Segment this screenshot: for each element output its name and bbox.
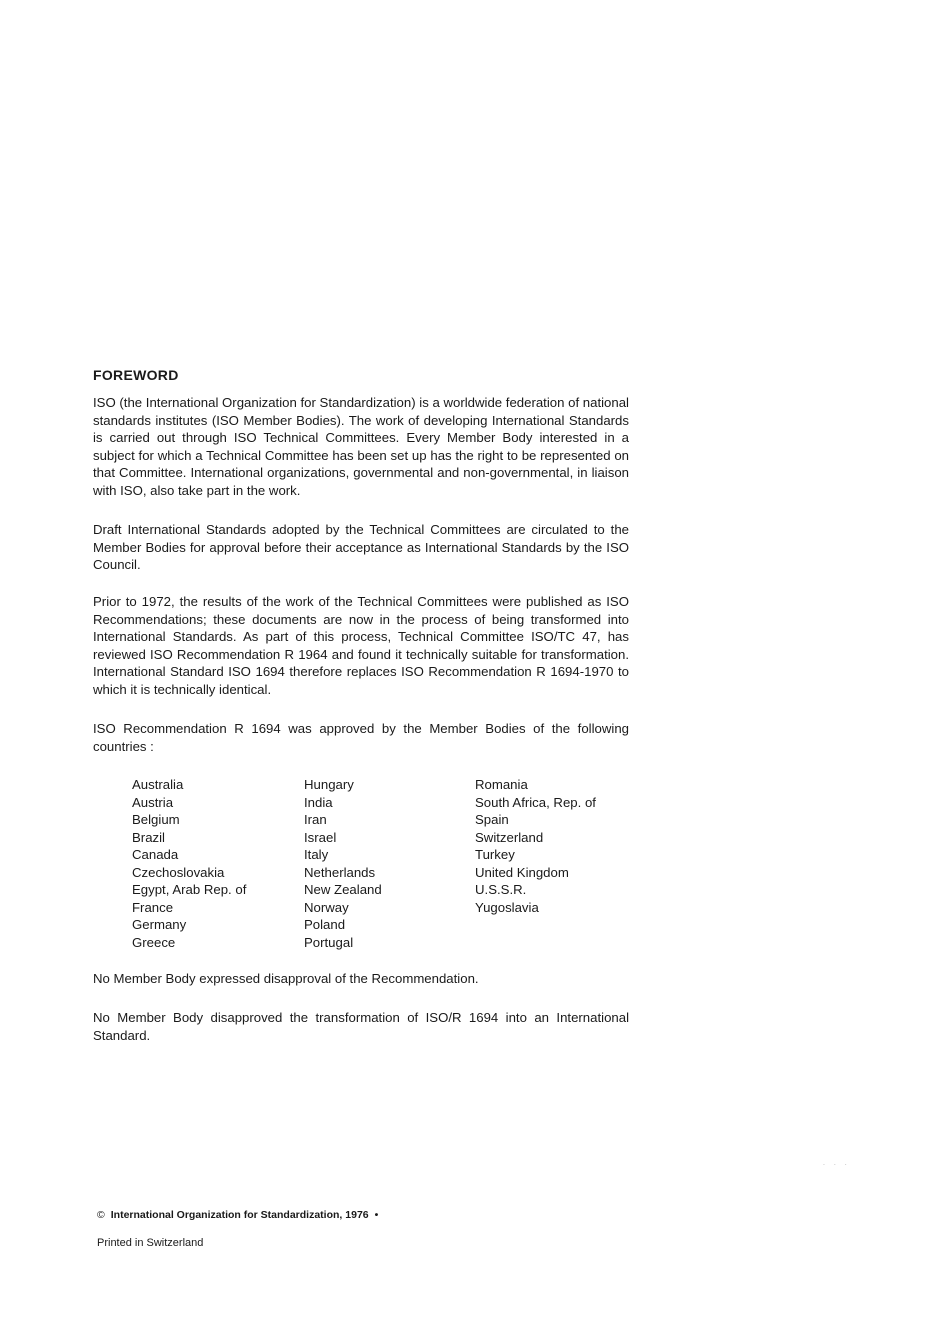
country-item: Romania xyxy=(475,777,528,792)
country-list xyxy=(132,776,632,956)
scan-artifact: · · · xyxy=(822,1160,850,1169)
country-item: Switzerland xyxy=(475,829,544,845)
country-item: Brazil xyxy=(132,829,165,845)
country-item: India xyxy=(304,794,333,810)
country-item: Italy xyxy=(304,847,329,862)
country-item: France xyxy=(132,899,174,915)
country-item: Greece xyxy=(132,934,176,950)
foreword-heading: FOREWORD xyxy=(93,367,179,383)
country-item: South Africa, Rep. of xyxy=(475,794,596,810)
country-item: Portugal xyxy=(304,934,354,950)
printed-location: Printed in Switzerland xyxy=(97,1237,204,1249)
country-column-1 xyxy=(132,776,246,951)
country-item: Egypt, Arab Rep. of xyxy=(132,882,247,897)
country-item: Yugoslavia xyxy=(475,899,539,915)
country-item: Norway xyxy=(304,899,349,915)
country-column-2 xyxy=(304,776,382,951)
country-item: Netherlands xyxy=(304,864,376,880)
paragraph-draft-standards: Draft International Standards adopted by the Technical Committees are circulated to the Member Bodies for approval before their acceptance as International Standards by the ISO Council. xyxy=(93,522,629,573)
country-item: U.S.S.R. xyxy=(475,882,527,897)
country-item: Austria xyxy=(132,794,174,810)
country-item: Australia xyxy=(132,777,184,792)
country-item: Belgium xyxy=(132,812,180,827)
country-item: Spain xyxy=(475,812,509,827)
copyright-notice xyxy=(97,1209,378,1221)
country-item: Germany xyxy=(132,917,187,932)
paragraph-transformation: No Member Body disapproved the transformation of ISO/R 1694 into an International Standard. xyxy=(93,1010,629,1043)
country-item: Israel xyxy=(304,829,337,845)
country-item: Czechoslovakia xyxy=(132,864,225,880)
country-item: New Zealand xyxy=(304,882,382,897)
country-item: Turkey xyxy=(475,847,515,862)
country-item: Iran xyxy=(304,812,327,827)
country-item: Canada xyxy=(132,847,179,862)
country-column-3 xyxy=(475,776,596,916)
copyright-icon: © xyxy=(97,1209,105,1221)
country-item: United Kingdom xyxy=(475,864,569,880)
paragraph-iso-intro: ISO (the International Organization for Standardization) is a worldwide federation of national standards institutes (ISO Member Bodies). The work of developing International Standards is carried out through ISO Technical Committees. Every Member Body interested in a subject for which a Technical Committee has been set up has the right to be represented on that Committee. International organizations, governmental and non-governmental, in liaison with ISO, also take part in the work. xyxy=(93,395,629,498)
paragraph-history: Prior to 1972, the results of the work of the Technical Committees were published as ISO Recommendations; these documents are now in the process of being transformed into International Standards. As part of this process, Technical Committee ISO/TC 47, has reviewed ISO Recommendation R 1964 and found it technically suitable for transformation. International Standard ISO 1694 therefore replaces ISO Recommendation R 1694-1970 to which it is technically identical. xyxy=(93,594,629,697)
country-item: Poland xyxy=(304,917,346,932)
copyright-text: International Organization for Standardization, 1976 xyxy=(110,1209,369,1221)
bullet-icon: • xyxy=(374,1209,379,1221)
paragraph-no-disapproval: No Member Body expressed disapproval of the Recommendation. xyxy=(93,971,479,986)
paragraph-approval: ISO Recommendation R 1694 was approved by the Member Bodies of the following countries : xyxy=(93,721,629,754)
country-item: Hungary xyxy=(304,777,354,792)
